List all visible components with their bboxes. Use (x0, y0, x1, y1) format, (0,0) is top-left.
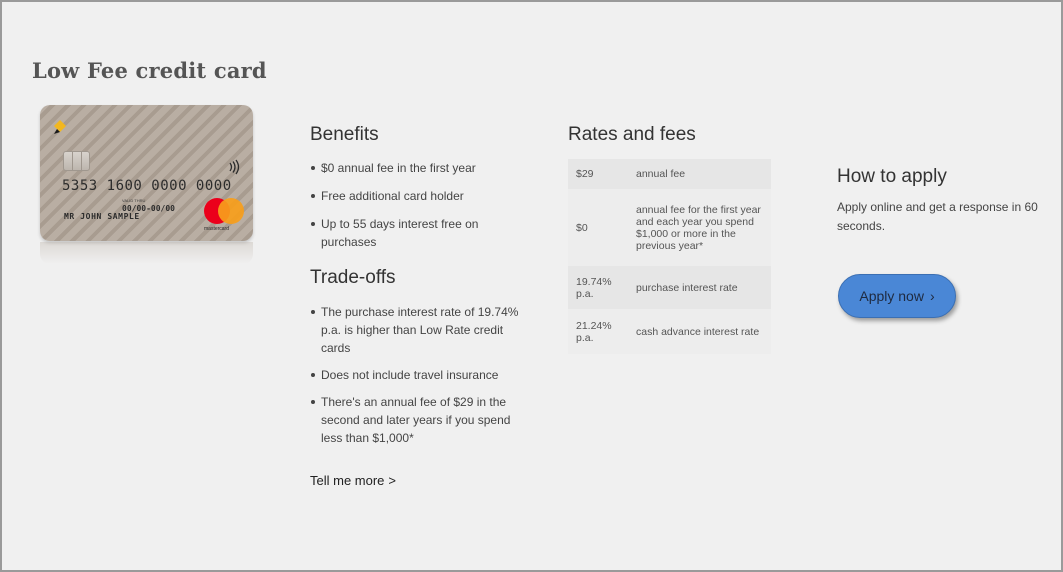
table-row (568, 189, 771, 266)
tradeoff-item: The purchase interest rate of 19.74% p.a. is higher than Low Rate credit cards (310, 303, 535, 357)
card-valid-caption: VALID THRU (122, 198, 146, 203)
rate-label: annual fee for the first year and each year you spend $1,000 or more in the previous year* (628, 189, 771, 266)
benefits-column (310, 124, 535, 490)
tradeoff-item: There's an annual fee of $29 in the second and later years if you spend less than $1,000* (310, 393, 535, 447)
rate-value: 19.74% p.a. (568, 266, 628, 309)
card-expiry: 00/00-00/00 (122, 204, 175, 213)
tell-me-more-link[interactable] (310, 473, 396, 488)
card-holder-name: MR JOHN SAMPLE (64, 212, 140, 221)
bank-logo-icon (52, 120, 66, 134)
mastercard-logo-icon (200, 197, 248, 225)
benefit-item: Free additional card holder (310, 187, 535, 205)
rate-label: annual fee (628, 159, 771, 189)
apply-now-label: Apply now (859, 288, 924, 304)
contactless-icon (227, 159, 243, 175)
mastercard-wordmark: mastercard (204, 226, 230, 232)
apply-description: Apply online and get a response in 60 seconds. (837, 200, 1038, 233)
tell-me-more-label: Tell me more (310, 473, 385, 488)
table-row (568, 266, 771, 309)
rate-value: $0 (568, 189, 628, 266)
table-row (568, 159, 771, 189)
apply-column (837, 166, 1047, 304)
apply-now-button[interactable] (838, 274, 956, 318)
benefits-heading: Benefits (310, 124, 379, 145)
rate-value: $29 (568, 159, 628, 189)
rate-label: cash advance interest rate (628, 309, 771, 354)
benefits-list (310, 159, 535, 251)
page-title: Low Fee credit card (32, 58, 267, 83)
card-face (40, 105, 253, 241)
chevron-right-icon: > (388, 473, 397, 488)
card-number: 5353 1600 0000 0000 (62, 178, 232, 194)
rate-label: purchase interest rate (628, 266, 771, 309)
rates-table (568, 159, 771, 354)
card-reflection (40, 242, 253, 264)
table-row (568, 309, 771, 354)
rates-heading: Rates and fees (568, 124, 696, 145)
credit-card-image (40, 105, 253, 241)
tradeoff-item: Does not include travel insurance (310, 366, 535, 384)
tradeoffs-heading: Trade-offs (310, 267, 396, 288)
apply-heading: How to apply (837, 166, 947, 187)
rates-column (568, 124, 778, 354)
rate-value: 21.24% p.a. (568, 309, 628, 354)
benefit-item: Up to 55 days interest free on purchases (310, 215, 535, 251)
chip-icon (63, 151, 90, 171)
chevron-right-icon: › (929, 288, 935, 304)
benefit-item: $0 annual fee in the first year (310, 159, 535, 177)
tradeoffs-list (310, 303, 535, 447)
